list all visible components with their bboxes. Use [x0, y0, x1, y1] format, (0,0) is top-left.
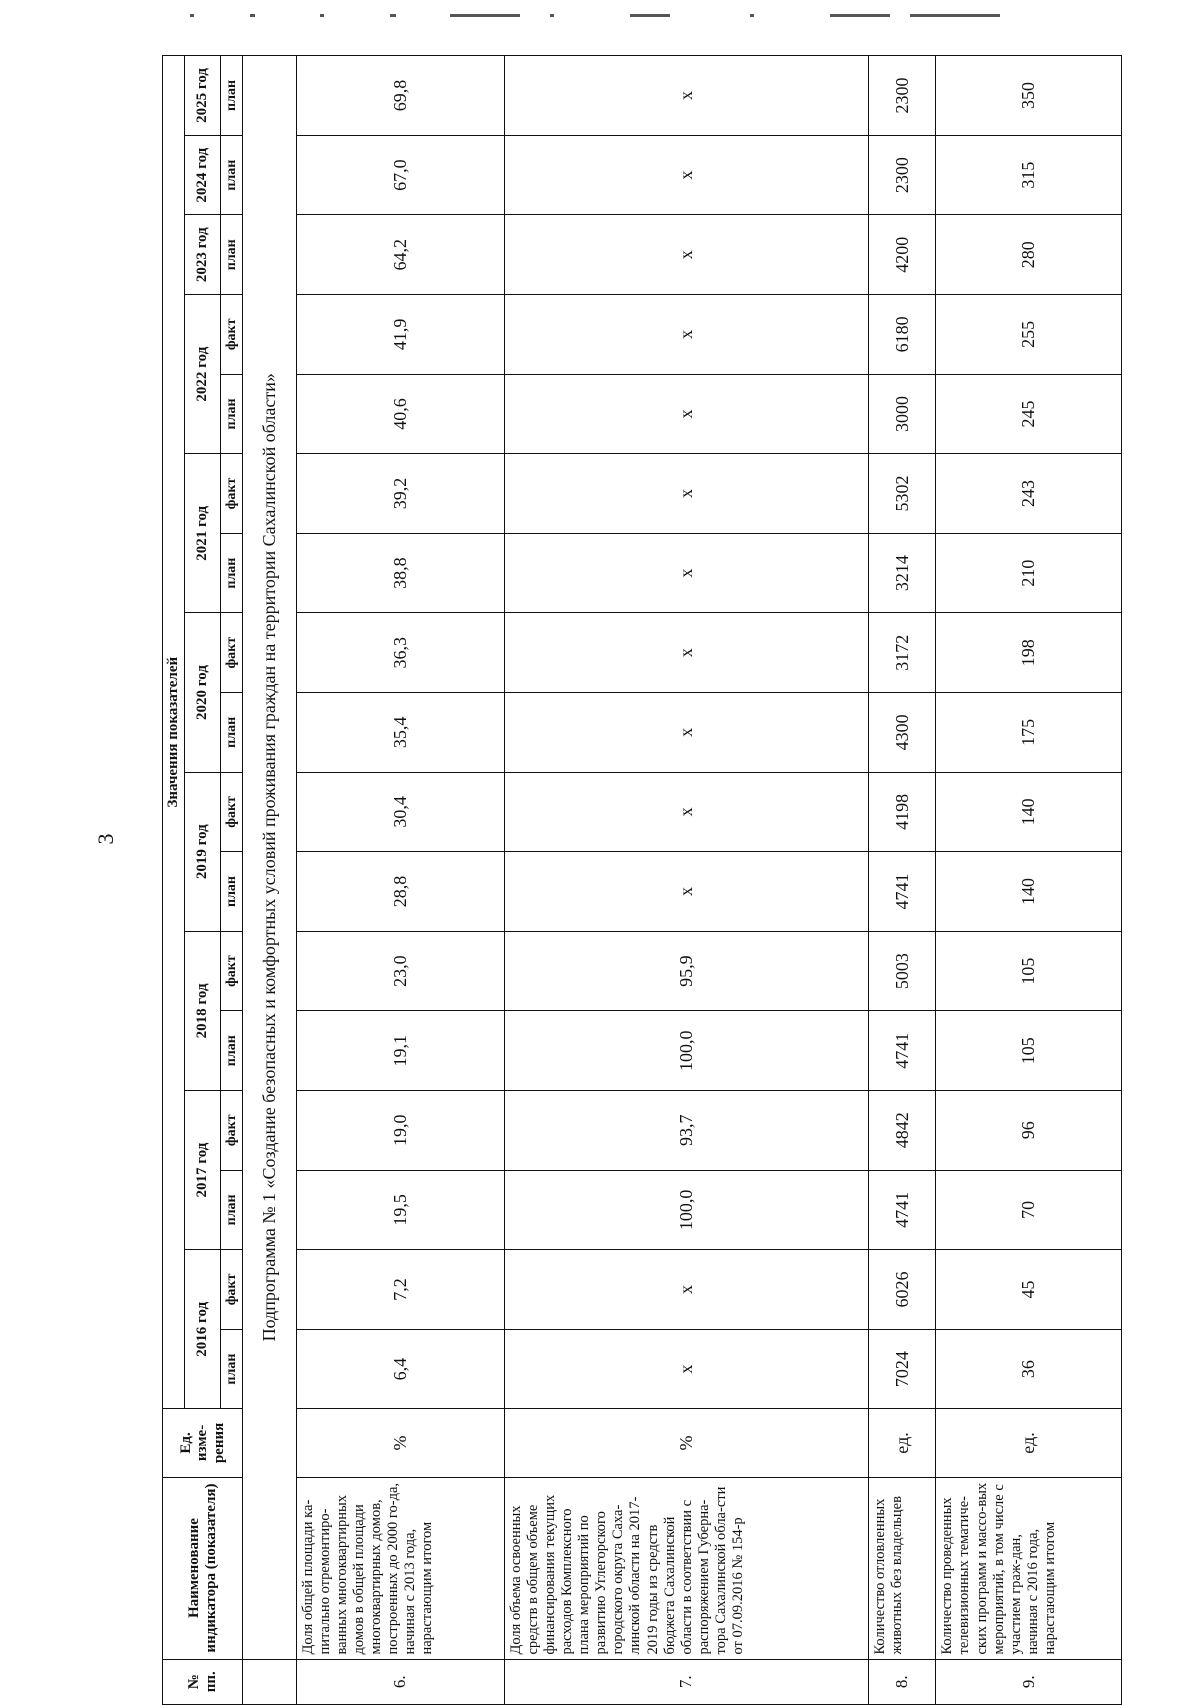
table-row [504, 56, 869, 1705]
unit-cell: ед. [936, 1409, 1122, 1477]
value-cell: 2300 [869, 56, 936, 136]
value-cell: 245 [936, 374, 1122, 454]
row-number: 6. [296, 1659, 504, 1704]
header-plan: план [221, 374, 243, 454]
value-cell: x [504, 693, 869, 773]
value-cell: 93,7 [504, 1090, 869, 1170]
value-cell: 198 [936, 613, 1122, 693]
value-cell: x [504, 772, 869, 852]
header-fact: факт [221, 613, 243, 693]
header-plan: план [221, 693, 243, 773]
header-plan: план [221, 1329, 243, 1409]
value-cell: x [504, 613, 869, 693]
subprogram-blank-cell [243, 1659, 297, 1704]
header-year-2023: 2023 год [185, 215, 221, 295]
value-cell: 100,0 [504, 1011, 869, 1091]
value-cell: 69,8 [296, 56, 504, 136]
value-cell: 39,2 [296, 454, 504, 534]
unit-cell: % [296, 1409, 504, 1477]
value-cell: x [504, 56, 869, 136]
value-cell: x [504, 1329, 869, 1409]
value-cell: 30,4 [296, 772, 504, 852]
header-plan: план [221, 215, 243, 295]
indicator-name: Доля объема освоенных средств в общем объеме финансирования текущих расходов Комплексного плана мероприятий по развитию Углегорского городского округа Саха-линской области на 2017-2019 годы из средств бюджета Сахалинской области в соответствии с распоряжением Губерна-тора Сахалинской обла-сти от 07.09.2016 № 154-р [504, 1477, 869, 1659]
header-year-2018: 2018 год [185, 931, 221, 1090]
value-cell: 3172 [869, 613, 936, 693]
value-cell: 280 [936, 215, 1122, 295]
value-cell: x [504, 1250, 869, 1330]
scan-top-marks [190, 14, 1020, 22]
header-fact: факт [221, 931, 243, 1011]
value-cell: 255 [936, 295, 1122, 375]
value-cell: 64,2 [296, 215, 504, 295]
header-unit: Ед. изме-рения [163, 1409, 243, 1477]
header-year-2017: 2017 год [185, 1090, 221, 1249]
value-cell: 67,0 [296, 135, 504, 215]
header-plan: план [221, 1011, 243, 1091]
header-plan: план [221, 56, 243, 136]
subprogram-title: Подпрограмма № 1 «Создание безопасных и комфортных условий проживания граждан на территории Сахалинской области» [243, 56, 297, 1660]
value-cell: 140 [936, 772, 1122, 852]
header-year-2021: 2021 год [185, 454, 221, 613]
header-no: № пп. [163, 1659, 243, 1704]
value-cell: 105 [936, 1011, 1122, 1091]
value-cell: x [504, 295, 869, 375]
header-fact: факт [221, 772, 243, 852]
table-row [869, 56, 936, 1705]
value-cell: 4741 [869, 852, 936, 932]
header-plan: план [221, 852, 243, 932]
value-cell: 5302 [869, 454, 936, 534]
value-cell: 36 [936, 1329, 1122, 1409]
value-cell: 4200 [869, 215, 936, 295]
header-year-2025: 2025 год [185, 56, 221, 136]
value-cell: 315 [936, 135, 1122, 215]
value-cell: 210 [936, 533, 1122, 613]
row-number: 7. [504, 1659, 869, 1704]
value-cell: 4300 [869, 693, 936, 773]
row-number: 8. [869, 1659, 936, 1704]
value-cell: 7,2 [296, 1250, 504, 1330]
unit-cell: % [504, 1409, 869, 1477]
value-cell: 19,5 [296, 1170, 504, 1250]
value-cell: 3000 [869, 374, 936, 454]
value-cell: 19,1 [296, 1011, 504, 1091]
value-cell: 3214 [869, 533, 936, 613]
value-cell: 41,9 [296, 295, 504, 375]
value-cell: 95,9 [504, 931, 869, 1011]
header-fact: факт [221, 1090, 243, 1170]
header-fact: факт [221, 454, 243, 534]
value-cell: 23,0 [296, 931, 504, 1011]
value-cell: x [504, 454, 869, 534]
value-cell: 243 [936, 454, 1122, 534]
value-cell: 7024 [869, 1329, 936, 1409]
value-cell: x [504, 135, 869, 215]
value-cell: 6180 [869, 295, 936, 375]
value-cell: 40,6 [296, 374, 504, 454]
value-cell: 28,8 [296, 852, 504, 932]
value-cell: x [504, 533, 869, 613]
value-cell: x [504, 374, 869, 454]
value-cell: 6026 [869, 1250, 936, 1330]
header-indicator: Наименование индикатора (показателя) [163, 1477, 243, 1659]
indicator-name: Доля общей площади ка-питально отремонтиро-ванных многоквартирных домов в общей площади многоквартирных домов, построенных до 2000 го-да, начиная с 2013 года, нарастающим итогом [296, 1477, 504, 1659]
table-row [936, 56, 1122, 1705]
header-plan: план [221, 1170, 243, 1250]
header-values-group: Значения показателей [163, 56, 185, 1409]
header-year-2019: 2019 год [185, 772, 221, 931]
value-cell: 36,3 [296, 613, 504, 693]
indicators-table [162, 55, 1122, 1705]
value-cell: 38,8 [296, 533, 504, 613]
header-plan: план [221, 135, 243, 215]
table-row [296, 56, 504, 1705]
rotated-table-wrapper [162, 55, 1122, 1705]
value-cell: 35,4 [296, 693, 504, 773]
unit-cell: ед. [869, 1409, 936, 1477]
value-cell: 140 [936, 852, 1122, 932]
value-cell: 19,0 [296, 1090, 504, 1170]
value-cell: 2300 [869, 135, 936, 215]
row-number: 9. [936, 1659, 1122, 1704]
header-fact: факт [221, 1250, 243, 1330]
value-cell: 70 [936, 1170, 1122, 1250]
indicator-name: Количество проведенных телевизионных тематиче-ских программ и массо-вых мероприятий, в том числе с участием граж-дан, начиная с 2016 года, нарастающим итогом [936, 1477, 1122, 1659]
value-cell: 100,0 [504, 1170, 869, 1250]
value-cell: 4198 [869, 772, 936, 852]
value-cell: x [504, 215, 869, 295]
value-cell: 105 [936, 931, 1122, 1011]
header-year-2016: 2016 год [185, 1250, 221, 1409]
value-cell: 45 [936, 1250, 1122, 1330]
value-cell: x [504, 852, 869, 932]
header-year-2024: 2024 год [185, 135, 221, 215]
header-year-2020: 2020 год [185, 613, 221, 772]
value-cell: 175 [936, 693, 1122, 773]
value-cell: 4842 [869, 1090, 936, 1170]
value-cell: 6,4 [296, 1329, 504, 1409]
value-cell: 350 [936, 56, 1122, 136]
header-plan: план [221, 533, 243, 613]
header-year-2022: 2022 год [185, 295, 221, 454]
value-cell: 4741 [869, 1170, 936, 1250]
value-cell: 5003 [869, 931, 936, 1011]
header-fact: факт [221, 295, 243, 375]
indicator-name: Количество отловленных животных без владельцев [869, 1477, 936, 1659]
value-cell: 96 [936, 1090, 1122, 1170]
page-number: 3 [93, 833, 118, 845]
value-cell: 4741 [869, 1011, 936, 1091]
